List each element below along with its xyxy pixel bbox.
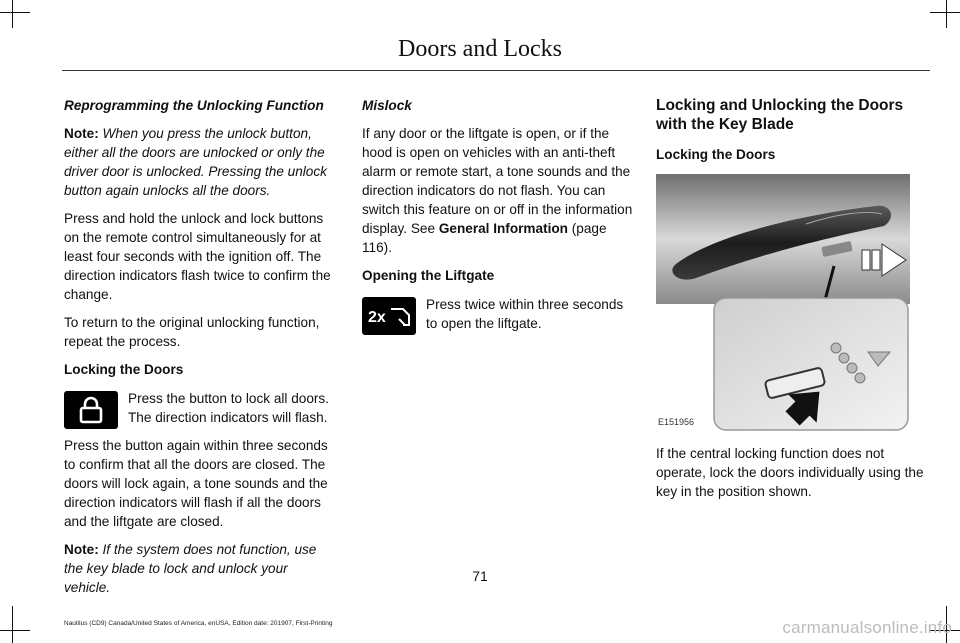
column-3 — [656, 96, 932, 510]
publication-info: Nautilus (CD9) Canada/United States of America, enUSA, Edition date: 201907, First-Printing — [64, 620, 333, 627]
section-heading: Mislock — [362, 98, 412, 113]
page-number: 71 — [472, 568, 488, 584]
section-heading: Locking and Unlocking the Doors with the Key Blade — [656, 97, 904, 133]
header-divider — [62, 70, 930, 71]
liftgate-icon-text: 2x — [368, 309, 386, 326]
crop-mark — [946, 0, 947, 28]
lock-icon — [64, 391, 118, 429]
note-paragraph — [64, 124, 336, 200]
figure-label: E151956 — [658, 417, 695, 427]
note-text: If the system does not function, use the key blade to lock and unlock your vehicle. — [64, 542, 317, 595]
crop-mark — [12, 606, 13, 643]
subsection-heading: Opening the Liftgate — [362, 268, 495, 283]
paragraph: If the central locking function does not operate, lock the doors individually using the key in the position shown. — [656, 446, 924, 499]
door-handle-illustration — [656, 174, 910, 432]
paragraph: To return to the original unlocking function, repeat the process. — [64, 315, 320, 349]
subsection-heading: Locking the Doors — [656, 147, 776, 162]
crop-mark — [930, 12, 960, 13]
liftgate-double-press-icon — [362, 297, 416, 335]
note-label: Note: — [64, 126, 99, 141]
paragraph: Press the button again within three seconds to confirm that all the doors are closed. The doors will lock again, a tone sounds and the direction indicators will flash if all the doors and the liftgate are closed. — [64, 438, 328, 529]
paragraph: Press and hold the unlock and lock buttons on the remote control simultaneously for at least four seconds with the ignition off. The direction indicators flash twice to confirm the change. — [64, 211, 331, 302]
column-1 — [64, 96, 336, 606]
paragraph — [362, 124, 634, 257]
note-text: When you press the unlock button, either all the doors are unlocked or only the driver door is unlocked. Pressing the unlock button again unlocks all the doors. — [64, 126, 327, 198]
page-header-title: Doors and Locks — [398, 36, 562, 62]
paragraph: Press the button to lock all doors. The direction indicators will flash. — [128, 391, 329, 425]
paragraph: Press twice within three seconds to open the liftgate. — [426, 297, 624, 331]
note-label: Note: — [64, 542, 99, 557]
subsection-heading: Locking the Doors — [64, 362, 184, 377]
watermark: carmanualsonline.info — [782, 618, 952, 637]
section-heading: Reprogramming the Unlocking Function — [64, 98, 324, 113]
paragraph-text: If any door or the liftgate is open, or if the hood is open on vehicles with an anti-theft alarm or remote start, a tone sounds and the direction indicators do not flash. You can switch this feature on or off in the information display. See — [362, 126, 633, 236]
column-2 — [362, 96, 634, 342]
cross-reference-link[interactable]: General Information — [438, 221, 568, 236]
paragraph-text: (page 116). — [362, 221, 607, 255]
crop-mark — [0, 12, 30, 13]
crop-mark — [0, 630, 30, 631]
crop-mark — [12, 0, 13, 28]
